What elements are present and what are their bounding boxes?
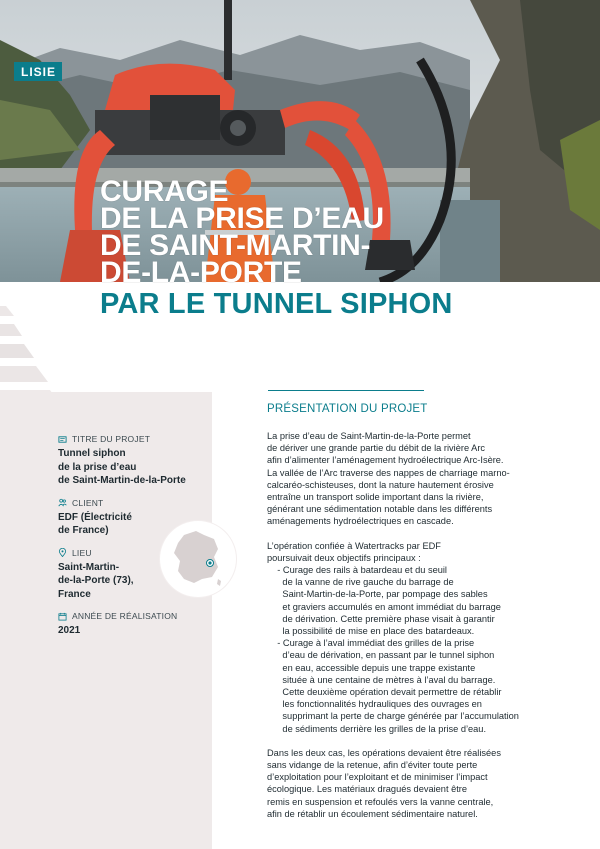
- title-line: DE LA PRISE D’EAU: [100, 202, 384, 235]
- presentation-text: [267, 430, 567, 832]
- project-title-value: Tunnel siphon de la prise d’eau de Saint-Martin-de-la-Porte: [58, 448, 186, 486]
- document-icon: [58, 435, 67, 444]
- year-value: 2021: [58, 625, 81, 636]
- project-title-label: TITRE DU PROJET: [58, 434, 208, 444]
- paragraph: L’opération confiée à Watertracks par EDF poursuivait deux objectifs principaux : - Curage des rails à batardeau et du seuil de la vanne de rive gauche du barrage de Saint-Martin-de-la-Porte, par pompage des sables et graviers accumulés en amont immédiat du barrage de dérivation. Cette première phase visait à garantir la possibilité de mise en place des batardeaux. - Curage à l’aval immédiat des grilles de la prise d’eau de dérivation, en passant par le tunnel siphon en eau, accessible depuis une trappe existante située à une centaine de mètres à l’aval du barrage. Cette deuxième opération devait permettre de rétablir les fonctionnalités hydrauliques des ouvrages en supprimant la perte de charge générée par l’accumulation de sédiments derrière les grilles de la prise d’eau.: [267, 540, 519, 734]
- title-line: DE SAINT-MARTIN-: [100, 229, 371, 262]
- year-label: ANNÉE DE RÉALISATION: [58, 611, 208, 621]
- location-value: Saint-Martin- de-la-Porte (73), France: [58, 561, 134, 600]
- paragraph: La prise d’eau de Saint-Martin-de-la-Porte permet de dériver une grande partie du débit de la rivière Arc afin d’alimenter l’aménagement hydroélectrique Arc-Isère. La vallée de l’Arc traverse des nappes de charriage marno- calcaréo-schisteuses, dont la nature hautement érosive entraîne un transport solide important dans la rivière, générant une sédimentation notable dans les différents aménagements hydroélectriques en cascade.: [267, 431, 510, 527]
- category-tag: LISIE: [14, 62, 62, 81]
- section-title: PRÉSENTATION DU PROJET: [267, 403, 428, 415]
- paragraph: Dans les deux cas, les opérations devaient être réalisées sans vidange de la retenue, afin d’éviter toute perte d’exploitation pour l’exploitant et de minimiser l’impact écologique. Les matériaux dragués devaient être remis en suspension et refoulés vers la vanne centrale, afin de rétablir un écoulement sédimentaire naturel.: [267, 747, 501, 819]
- location-label: LIEU: [58, 548, 208, 558]
- pin-icon: [58, 548, 67, 557]
- france-map: [160, 521, 236, 597]
- title-accent: PAR LE TUNNEL SIPHON: [100, 288, 453, 320]
- title-line: DE-LA-PORTE: [100, 256, 302, 289]
- client-label: CLIENT: [58, 498, 208, 508]
- client-value: EDF (Électricité de France): [58, 511, 132, 536]
- section-rule: [268, 390, 424, 391]
- title-line: CURAGE: [100, 175, 229, 208]
- calendar-icon: [58, 612, 67, 621]
- page-title: [100, 175, 453, 320]
- people-icon: [58, 498, 67, 507]
